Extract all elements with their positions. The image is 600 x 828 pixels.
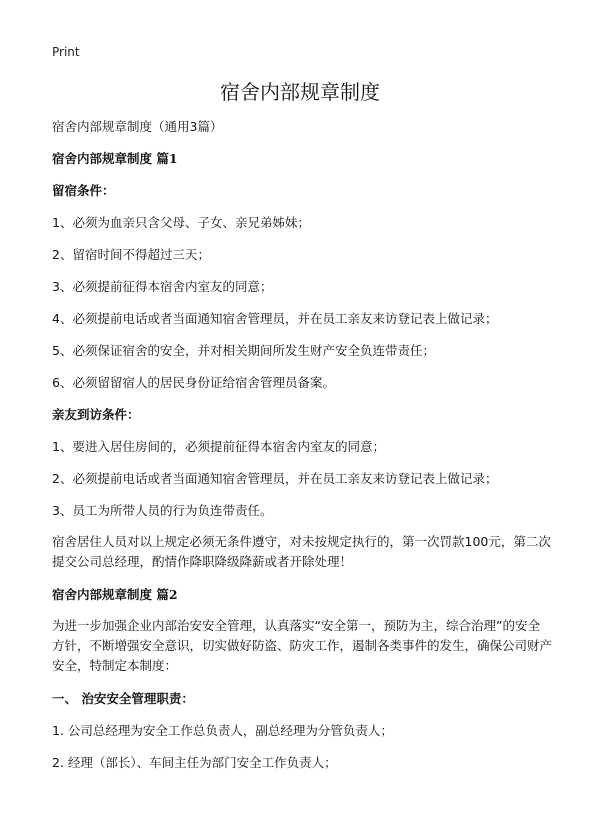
visit-conditions-heading: 亲友到访条件：: [52, 407, 140, 422]
list-item: 2、必须提前电话或者当面通知宿舍管理员，并在员工亲友来访登记表上做记录；: [52, 471, 498, 486]
list-item: 1、要进入居住房间的，必须提前征得本宿舍内室友的同意；: [52, 439, 385, 454]
list-item: 2、留宿时间不得超过三天；: [52, 247, 210, 262]
list-item: 2. 经理（部长）、车间主任为部门安全工作负责人；: [52, 755, 337, 770]
security-duties-heading: 一、 治安安全管理职责：: [52, 691, 194, 706]
list-item: 6、必须留留宿人的居民身份证给宿舍管理员备案。: [52, 375, 335, 390]
document-body: [52, 118, 552, 772]
list-item: 3、员工为所带人员的行为负连带责任。: [52, 503, 273, 518]
section-heading-part2: 宿舍内部规章制度 篇2: [52, 587, 178, 602]
page-title: 宿舍内部规章制度: [220, 80, 380, 104]
list-item: 4、必须提前电话或者当面通知宿舍管理员，并在员工亲友来访登记表上做记录；: [52, 311, 498, 326]
intro-paragraph: 为进一步加强企业内部治安安全管理，认真落实“安全第一，预防为主，综合治理”的安全方针，不断增强安全意识，切实做好防盗、防灾工作，遏制各类事件的发生，确保公司财产安全，特制定本制度：: [52, 618, 553, 673]
print-link[interactable]: Print: [52, 45, 80, 59]
section-heading-part1: 宿舍内部规章制度 篇1: [52, 151, 178, 166]
list-item: 1、必须为血亲只含父母、子女、亲兄弟姊妹；: [52, 215, 310, 230]
penalty-paragraph: 宿舍居住人员对以上规定必须无条件遵守，对未按规定执行的，第一次罚款100元，第二次提交公司总经理，酌情作降职降级降薪或者开除处理！: [52, 534, 551, 569]
list-item: 1. 公司总经理为安全工作总负责人，副总经理为分管负责人；: [52, 723, 393, 738]
list-item: 5、必须保证宿舍的安全，并对相关期间所发生财产安全负连带责任；: [52, 343, 435, 358]
document-subtitle: 宿舍内部规章制度（通用3篇）: [52, 119, 223, 134]
stay-conditions-heading: 留宿条件：: [52, 183, 115, 198]
list-item: 3、必须提前征得本宿舍内室友的同意；: [52, 279, 273, 294]
